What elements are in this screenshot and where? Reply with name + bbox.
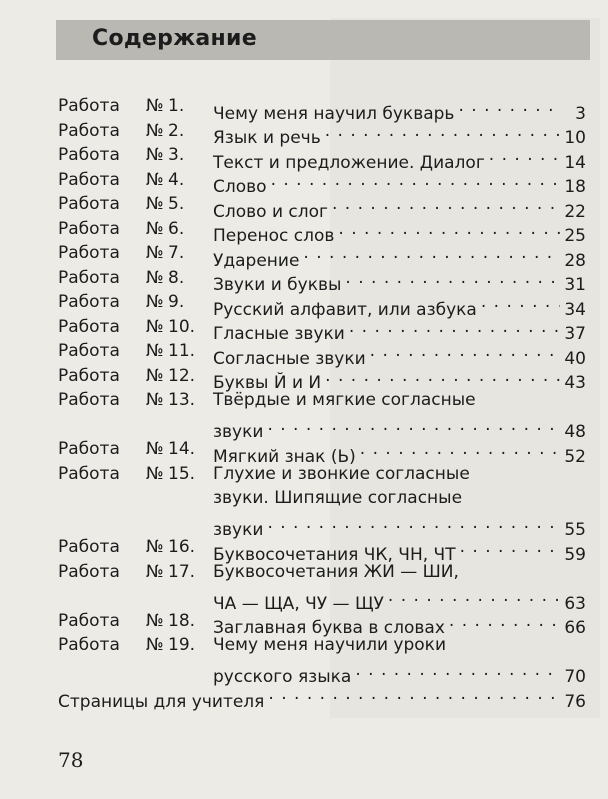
work-label: Работа: [58, 194, 120, 214]
work-number: [58, 462, 213, 487]
toc-entry[interactable]: [58, 560, 586, 614]
entry-page: 66: [564, 618, 586, 638]
number-sign: №: [146, 439, 164, 459]
entry-page: 25: [564, 226, 586, 246]
entry-title: Гласные звуки: [213, 324, 345, 344]
entry-title: Перенос слов: [213, 226, 335, 246]
toc-entry[interactable]: [58, 437, 586, 467]
entry-title: Буквосочетания ЧК, ЧН, ЧТ: [213, 544, 456, 565]
work-num: 8.: [168, 267, 185, 288]
work-num: 6.: [168, 218, 185, 239]
work-label: Работа: [58, 218, 120, 239]
work-num: 10.: [168, 316, 196, 337]
work-label: Работа: [58, 169, 120, 190]
leader-dots: [271, 168, 560, 193]
number-sign: №: [146, 145, 164, 165]
entry-page: 14: [564, 152, 586, 173]
number-sign: №: [146, 610, 164, 631]
toc-entry[interactable]: [58, 241, 586, 271]
work-number: [58, 119, 213, 144]
entry-page: 34: [564, 299, 586, 320]
work-num: 1.: [168, 96, 185, 116]
number-sign: №: [146, 243, 164, 263]
entry-title: русского языка: [213, 667, 352, 687]
entry-title: Ударение: [213, 250, 300, 271]
entry-page: 63: [564, 593, 586, 614]
entry-page: 43: [564, 373, 586, 393]
entry-page: 52: [564, 446, 586, 467]
entry-title: звуки: [213, 520, 264, 540]
entry-title: Согласные звуки: [213, 348, 366, 369]
toc-entry[interactable]: [58, 462, 586, 540]
leader-dots: [388, 584, 560, 609]
work-num: 12.: [168, 365, 196, 386]
work-label: Работа: [58, 561, 120, 582]
number-sign: №: [146, 218, 164, 239]
leader-dots: [481, 290, 560, 315]
entry-title: Твёрдые и мягкие согласные: [213, 390, 476, 410]
entry-title: Текст и предложение. Диалог: [213, 152, 485, 173]
work-num: 14.: [168, 439, 196, 459]
leader-dots: [332, 192, 560, 217]
entry-page: 28: [564, 250, 586, 271]
work-label: Работа: [58, 120, 120, 141]
leader-dots: [360, 437, 560, 462]
work-number: [58, 192, 213, 217]
number-sign: №: [146, 169, 164, 190]
work-num: 5.: [168, 194, 185, 214]
leader-dots: [268, 682, 560, 707]
entry-title: звуки: [213, 422, 264, 442]
work-label: Работа: [58, 537, 120, 557]
leader-dots: [449, 609, 560, 634]
work-number: [58, 364, 213, 389]
work-number: [58, 388, 213, 413]
entry-page: 18: [564, 177, 586, 197]
entry-page: 76: [564, 691, 586, 712]
toc-entry[interactable]: [58, 168, 586, 197]
toc-entry[interactable]: [58, 535, 586, 565]
work-number: [58, 241, 213, 266]
entry-title: Слово и слог: [213, 201, 328, 222]
leader-dots: [349, 315, 560, 340]
number-sign: №: [146, 463, 164, 484]
leader-dots: [370, 339, 560, 364]
table-of-contents: [58, 94, 586, 712]
number-sign: №: [146, 267, 164, 288]
entry-page: 70: [564, 667, 586, 687]
work-num: 7.: [168, 243, 185, 263]
leader-dots: [267, 413, 560, 438]
toc-entry[interactable]: [58, 119, 586, 148]
entry-page: 3: [575, 103, 586, 124]
work-label: Работа: [58, 610, 120, 631]
work-number: [58, 143, 213, 168]
work-label: Работа: [58, 390, 120, 410]
work-number: [58, 217, 213, 242]
entry-page: 40: [564, 348, 586, 369]
entry-title: Чему меня научил букварь: [213, 103, 455, 124]
entry-title: Страницы для учителя: [58, 691, 265, 712]
entry-page: 55: [564, 520, 586, 540]
page-title: Содержание: [92, 26, 257, 51]
number-sign: №: [146, 120, 164, 141]
work-label: Работа: [58, 365, 120, 386]
work-number: [58, 535, 213, 560]
work-number: [58, 560, 213, 585]
work-num: 13.: [168, 390, 196, 410]
number-sign: №: [146, 635, 164, 655]
work-number: [58, 266, 213, 291]
work-label: Работа: [58, 635, 120, 655]
toc-entry[interactable]: [58, 388, 586, 442]
work-number: [58, 633, 213, 658]
leader-dots: [325, 119, 560, 144]
entry-title: Буквы Й и И: [213, 373, 322, 393]
entry-page: 22: [564, 201, 586, 222]
work-num: 4.: [168, 169, 185, 190]
work-label: Работа: [58, 96, 120, 116]
leader-dots: [460, 535, 560, 560]
work-num: 3.: [168, 145, 185, 165]
work-num: 9.: [168, 292, 185, 312]
number-sign: №: [146, 292, 164, 312]
entry-title: Слово: [213, 177, 267, 197]
toc-entry-teacher[interactable]: [58, 682, 586, 712]
work-num: 17.: [168, 561, 196, 582]
leader-dots: [355, 658, 560, 683]
work-label: Работа: [58, 267, 120, 288]
work-label: Работа: [58, 341, 120, 361]
toc-entry[interactable]: [58, 192, 586, 222]
work-num: 15.: [168, 463, 196, 484]
work-number: [58, 315, 213, 340]
entry-title: Буквосочетания ЖИ — ШИ,: [213, 561, 459, 582]
leader-dots: [345, 266, 560, 291]
entry-title: Глухие и звонкие согласные: [213, 463, 470, 484]
work-num: 18.: [168, 610, 196, 631]
entry-title: звуки. Шипящие согласные: [213, 488, 463, 508]
work-number: [58, 168, 213, 193]
work-label: Работа: [58, 292, 120, 312]
entry-page: 31: [564, 275, 586, 295]
toc-entry[interactable]: [58, 94, 586, 124]
toc-entry[interactable]: [58, 339, 586, 369]
work-label: Работа: [58, 145, 120, 165]
work-num: 19.: [168, 635, 196, 655]
leader-dots: [267, 511, 560, 536]
toc-entry[interactable]: [58, 217, 586, 246]
number-sign: №: [146, 537, 164, 557]
entry-page: 37: [564, 324, 586, 344]
entry-title: Русский алфавит, или азбука: [213, 299, 477, 320]
work-label: Работа: [58, 439, 120, 459]
entry-title: ЧА — ЩА, ЧУ — ЩУ: [213, 593, 384, 614]
entry-page: 10: [564, 128, 586, 148]
toc-entry[interactable]: [58, 609, 586, 638]
work-number: [58, 94, 213, 119]
toc-entry[interactable]: [58, 633, 586, 687]
number-sign: №: [146, 390, 164, 410]
toc-entry[interactable]: [58, 266, 586, 295]
number-sign: №: [146, 194, 164, 214]
work-number: [58, 609, 213, 634]
number-sign: №: [146, 96, 164, 116]
toc-entry[interactable]: [58, 315, 586, 344]
work-number: [58, 339, 213, 364]
entry-page: 48: [564, 422, 586, 442]
leader-dots: [489, 143, 560, 168]
entry-title: Звуки и буквы: [213, 275, 342, 295]
work-label: Работа: [58, 243, 120, 263]
entry-title: Мягкий знак (Ь): [213, 446, 356, 467]
work-num: 2.: [168, 120, 185, 141]
number-sign: №: [146, 341, 164, 361]
entry-title: Заглавная буква в словах: [213, 618, 445, 638]
entry-title: Язык и речь: [213, 128, 321, 148]
work-num: 16.: [168, 537, 196, 557]
number-sign: №: [146, 561, 164, 582]
number-sign: №: [146, 316, 164, 337]
toc-entry[interactable]: [58, 290, 586, 320]
number-sign: №: [146, 365, 164, 386]
leader-dots: [325, 364, 560, 389]
page-number: 78: [58, 748, 84, 772]
leader-dots: [303, 241, 560, 266]
leader-dots: [458, 94, 560, 119]
work-number: [58, 290, 213, 315]
work-number: [58, 437, 213, 462]
entry-page: 59: [564, 544, 586, 565]
leader-dots: [338, 217, 560, 242]
work-label: Работа: [58, 316, 120, 337]
entry-title: Чему меня научили уроки: [213, 635, 447, 655]
toc-entry[interactable]: [58, 364, 586, 393]
work-num: 11.: [168, 341, 196, 361]
work-label: Работа: [58, 463, 120, 484]
toc-entry[interactable]: [58, 143, 586, 173]
